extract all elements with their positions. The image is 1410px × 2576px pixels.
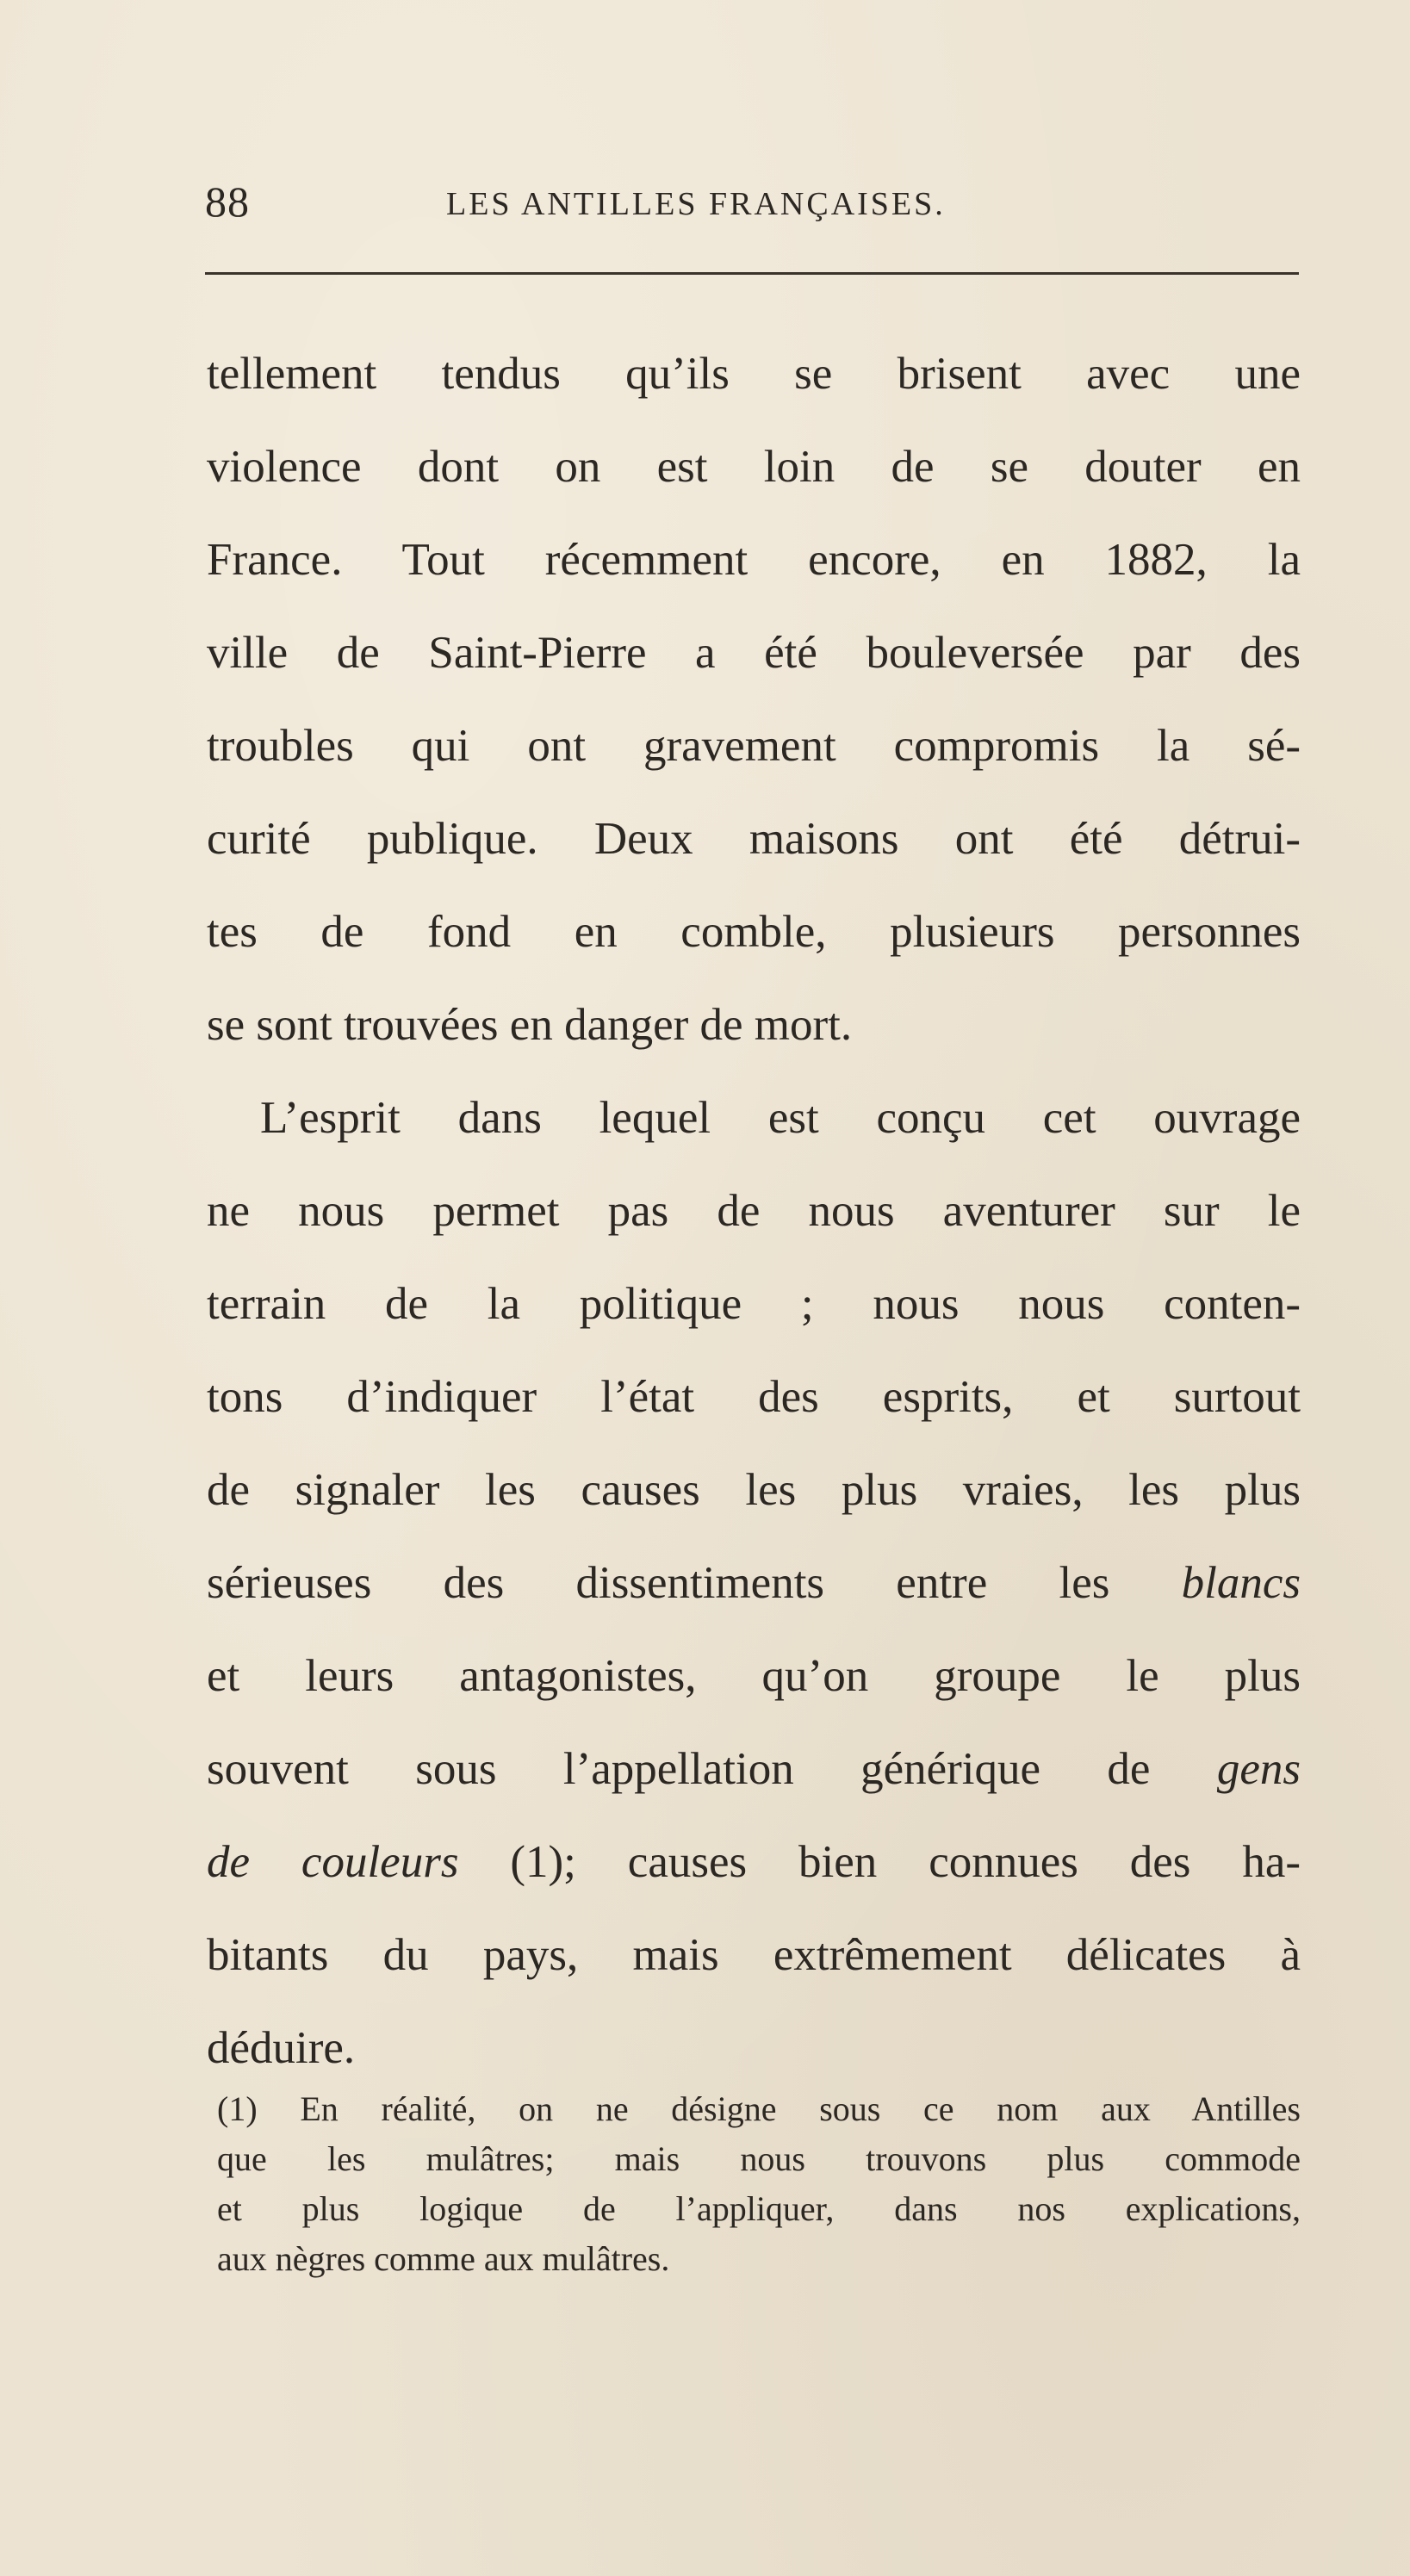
text-line: curité publique. Deux maisons ont été détrui- (207, 814, 1301, 864)
italic-term-gens: gens (1216, 1744, 1301, 1794)
text-line: déduire. (207, 2023, 356, 2073)
page-header (205, 177, 1299, 228)
text-line: tellement tendus qu’ils se brisent avec une (207, 349, 1301, 399)
text-run: (1); causes bien connues des ha- (458, 1837, 1301, 1887)
header-rule (205, 272, 1299, 275)
italic-term-de-couleurs: de couleurs (207, 1837, 459, 1887)
footnote-line: (1) En réalité, on ne désigne sous ce nom aux Antilles (217, 2089, 1301, 2128)
text-run: sérieuses des dissentiments entre les (207, 1558, 1182, 1608)
footnote (217, 2084, 1301, 2284)
running-title: LES ANTILLES FRANÇAISES. (446, 186, 946, 222)
text-line: bitants du pays, mais extrêmement délicates à (207, 1930, 1301, 1980)
text-line (207, 1723, 1301, 1816)
text-line: ne nous permet pas de nous aventurer sur le (207, 1186, 1301, 1236)
text-line (207, 1536, 1301, 1629)
footnote-line: aux nègres comme aux mulâtres. (217, 2239, 670, 2278)
italic-term-blancs: blancs (1181, 1558, 1301, 1608)
footnote-line: que les mulâtres; mais nous trouvons plus commode (217, 2139, 1301, 2178)
text-line (207, 1816, 1301, 1909)
text-line: ville de Saint-Pierre a été bouleversée par des (207, 628, 1301, 678)
text-line: France. Tout récemment encore, en 1882, la (207, 535, 1301, 585)
text-line: violence dont on est loin de se douter en (207, 442, 1301, 492)
text-line: tons d’indiquer l’état des esprits, et surtout (207, 1372, 1301, 1422)
text-line: terrain de la politique ; nous nous conten- (207, 1279, 1301, 1329)
main-text (207, 327, 1301, 2095)
paragraph-start-line: L’esprit dans lequel est conçu cet ouvrage (260, 1093, 1301, 1143)
text-line: et leurs antagonistes, qu’on groupe le plus (207, 1651, 1301, 1701)
page-number: 88 (205, 177, 250, 226)
text-line: de signaler les causes les plus vraies, les plus (207, 1465, 1301, 1515)
footnote-line: et plus logique de l’appliquer, dans nos explications, (217, 2189, 1301, 2228)
text-line: se sont trouvées en danger de mort. (207, 1000, 853, 1050)
text-line: tes de fond en comble, plusieurs personnes (207, 907, 1301, 957)
text-run: souvent sous l’appellation générique de (207, 1744, 1217, 1794)
text-line: troubles qui ont gravement compromis la sé- (207, 721, 1301, 771)
